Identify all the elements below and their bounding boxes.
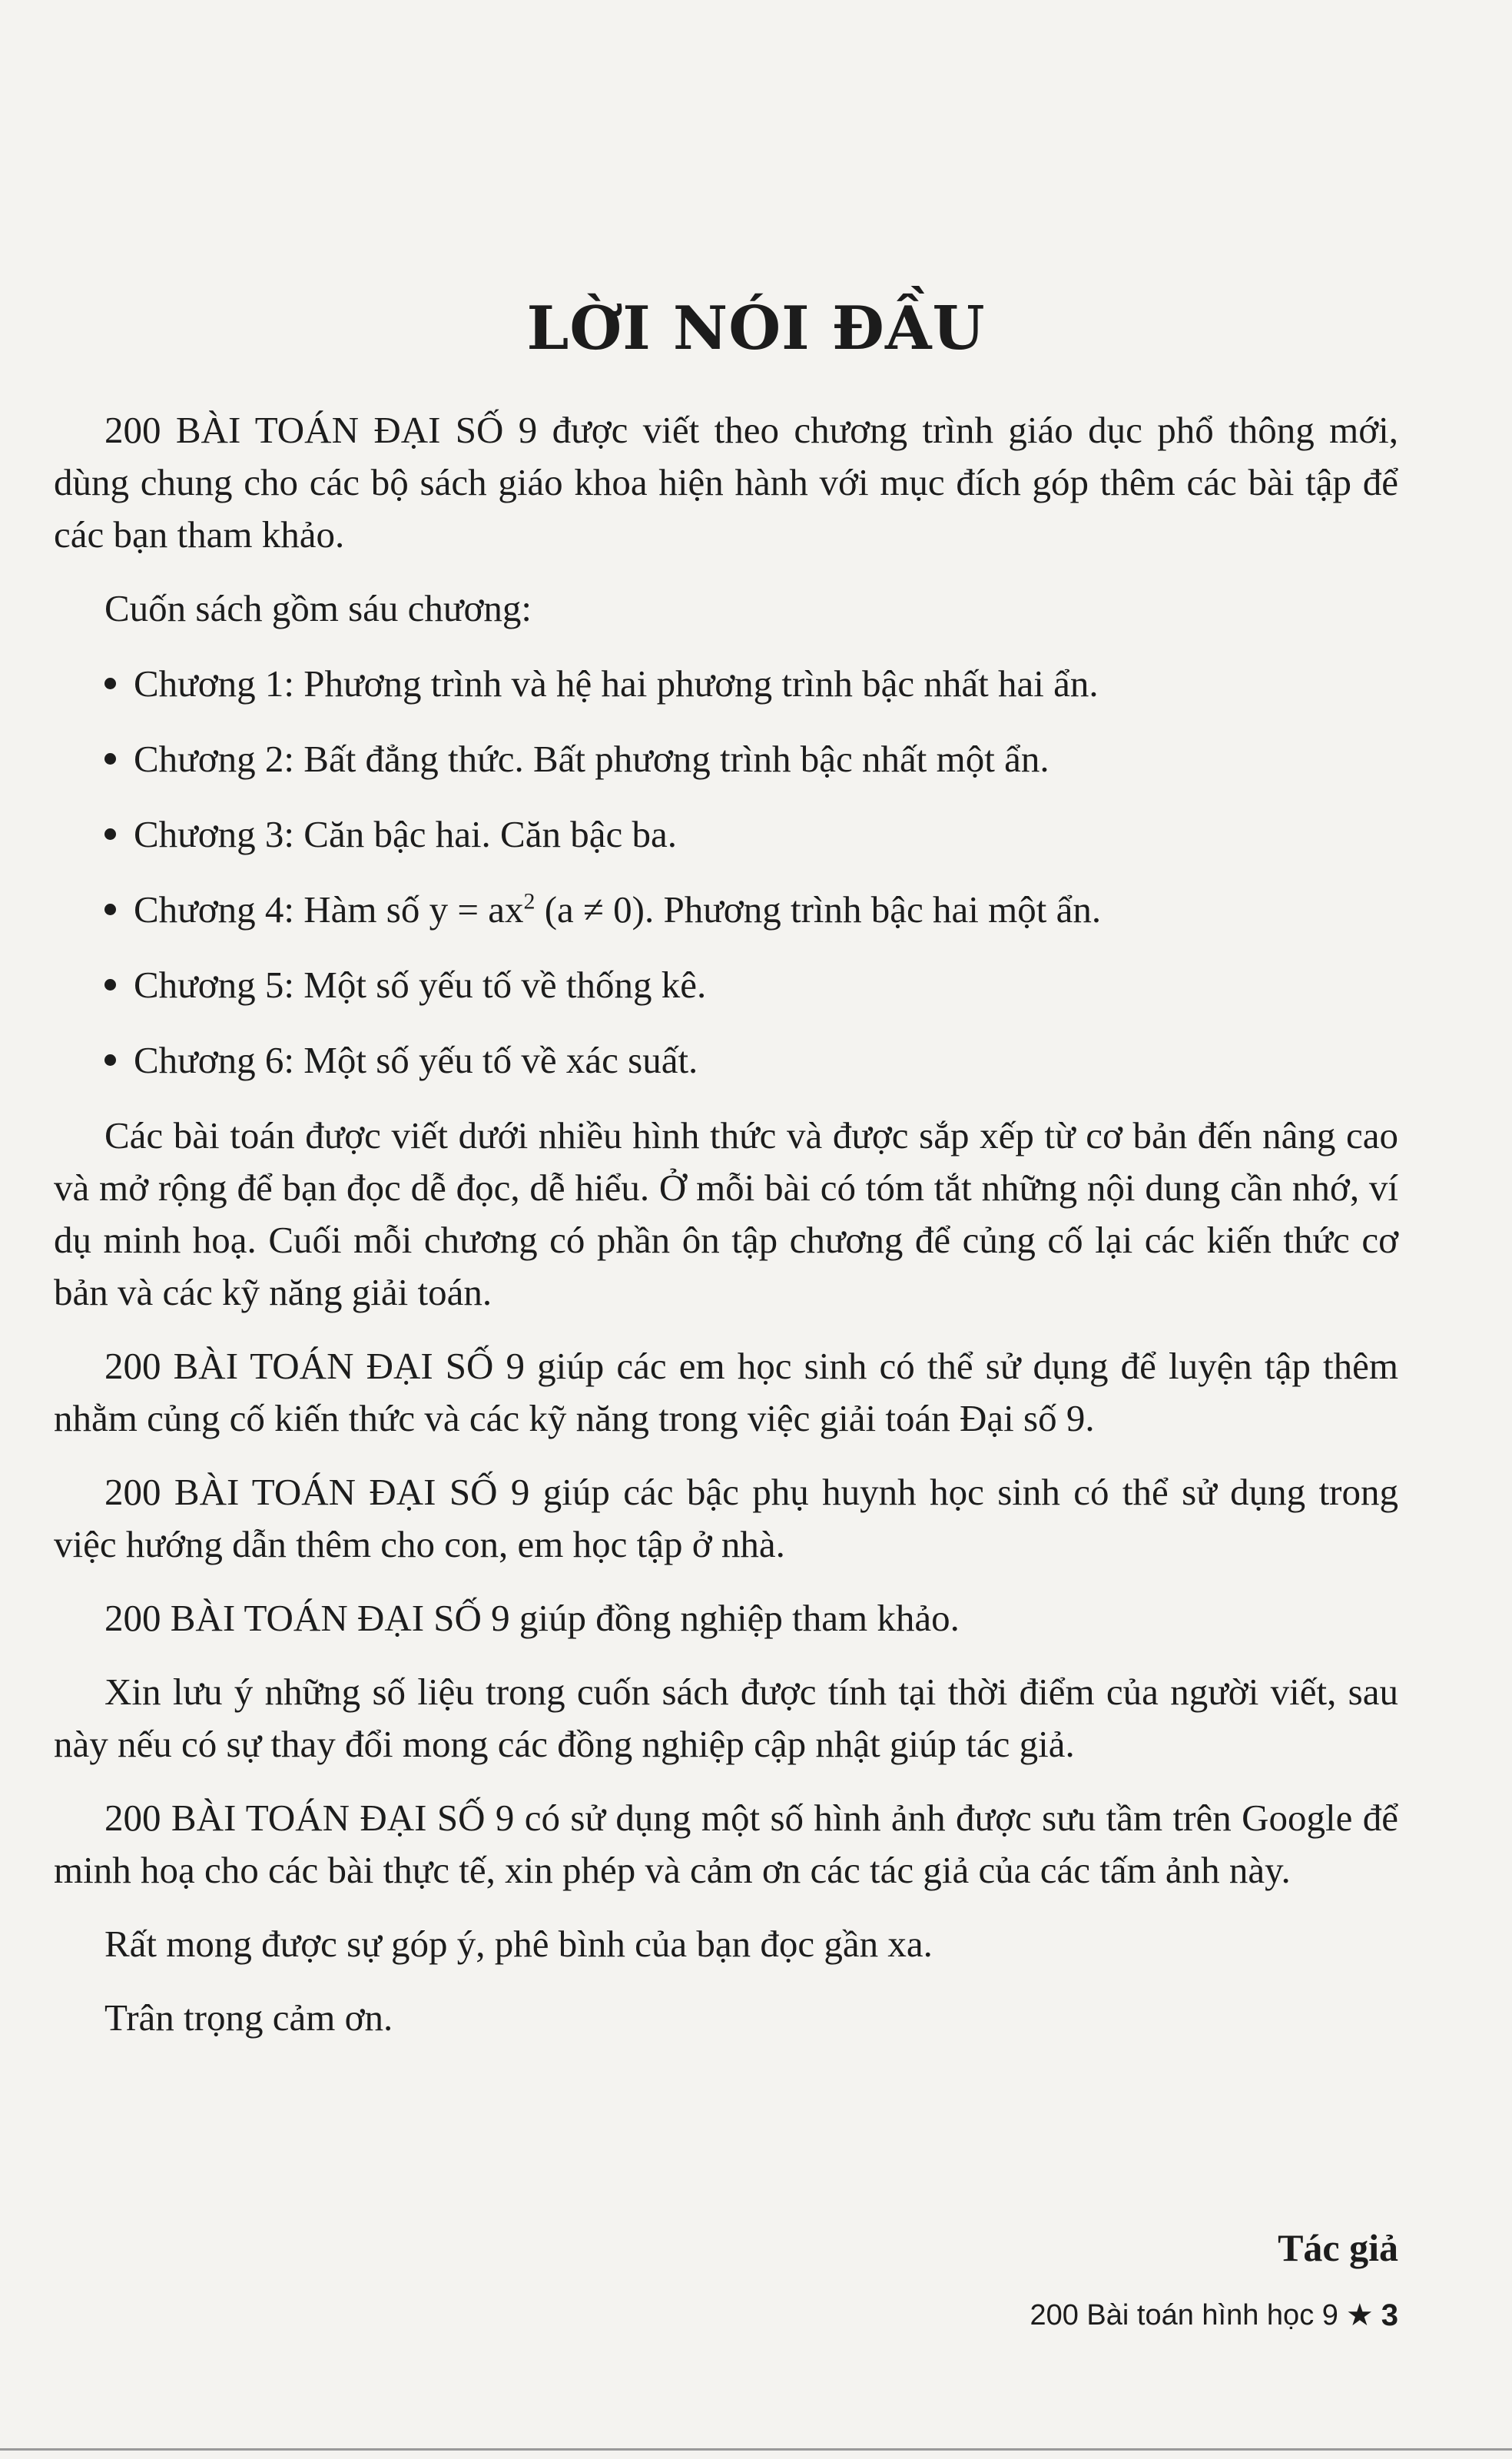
bullet-icon [104, 904, 116, 915]
chapter-text: Chương 2: Bất đẳng thức. Bất phương trình bậc nhất một ẩn. [134, 738, 1049, 780]
chapter-item-4 [54, 884, 1398, 936]
star-icon: ★ [1345, 2298, 1374, 2332]
bullet-icon [104, 753, 116, 765]
paragraph: Các bài toán được viết dưới nhiều hình thức và được sắp xếp từ cơ bản đến nâng cao và mở rộng để bạn đọc dễ đọc, dễ hiểu. Ở mỗi bài có tóm tắt những nội dung cần nhớ, ví dụ minh hoạ. Cuối mỗi chương có phần ôn tập chương để củng cố lại các kiến thức cơ bản và các kỹ năng giải toán. [54, 1114, 1398, 1313]
chapter-text-rest: (a ≠ 0). Phương trình bậc hai một ẩn. [535, 888, 1102, 931]
chapter-text: Chương 5: Một số yếu tố về thống kê. [134, 964, 707, 1006]
paragraph: Rất mong được sự góp ý, phê bình của bạn đọc gần xa. [104, 1923, 933, 1965]
chapter-text: Chương 3: Căn bậc hai. Căn bậc ba. [134, 813, 677, 855]
paragraph: 200 BÀI TOÁN ĐẠI SỐ 9 giúp các em học sinh có thể sử dụng để luyện tập thêm nhằm củng cố kiến thức và các kỹ năng trong việc giải toán Đại số 9. [54, 1345, 1398, 1439]
author-signature: Tác giả [1278, 2226, 1398, 2269]
bullet-icon [104, 828, 116, 840]
page-footer [1030, 2298, 1398, 2333]
chapter-text: Chương 4: Hàm số y = ax [134, 888, 524, 931]
bullet-icon [104, 979, 116, 991]
chapter-text: Chương 1: Phương trình và hệ hai phương trình bậc nhất hai ẩn. [134, 662, 1099, 705]
page-edge-divider [0, 2448, 1512, 2451]
exponent: 2 [523, 888, 536, 914]
paragraph: Trân trọng cảm ơn. [104, 1996, 393, 2039]
chapter-item-2 [54, 733, 1398, 785]
chapter-item-5 [54, 959, 1398, 1011]
chapters-intro: Cuốn sách gồm sáu chương: [104, 587, 532, 629]
chapter-list [54, 658, 1398, 1087]
bullet-icon [104, 1054, 116, 1066]
paragraph: 200 BÀI TOÁN ĐẠI SỐ 9 giúp đồng nghiệp tham khảo. [104, 1597, 960, 1639]
chapter-item-6 [54, 1034, 1398, 1087]
chapter-item-3 [54, 808, 1398, 861]
bullet-icon [104, 678, 116, 689]
footer-book-title: 200 Bài toán hình học 9 [1030, 2298, 1338, 2331]
paragraph: 200 BÀI TOÁN ĐẠI SỐ 9 giúp các bậc phụ huynh học sinh có thể sử dụng trong việc hướng dẫn thêm cho con, em học tập ở nhà. [54, 1471, 1398, 1565]
paragraph: 200 BÀI TOÁN ĐẠI SỐ 9 có sử dụng một số hình ảnh được sưu tầm trên Google để minh hoạ cho các bài thực tế, xin phép và cảm ơn các tác giả của các tấm ảnh này. [54, 1797, 1398, 1891]
page-title: LỜI NÓI ĐẦU [526, 294, 986, 364]
chapter-item-1 [54, 658, 1398, 710]
paragraph: Xin lưu ý những số liệu trong cuốn sách được tính tại thời điểm của người viết, sau này nếu có sự thay đổi mong các đồng nghiệp cập nhật giúp tác giả. [54, 1671, 1398, 1765]
page-number: 3 [1381, 2298, 1398, 2332]
preface-body [54, 404, 1398, 2066]
chapter-text: Chương 6: Một số yếu tố về xác suất. [134, 1039, 698, 1081]
intro-paragraph: 200 BÀI TOÁN ĐẠI SỐ 9 được viết theo chương trình giáo dục phổ thông mới, dùng chung cho các bộ sách giáo khoa hiện hành với mục đích góp thêm các bài tập để các bạn tham khảo. [54, 409, 1398, 556]
